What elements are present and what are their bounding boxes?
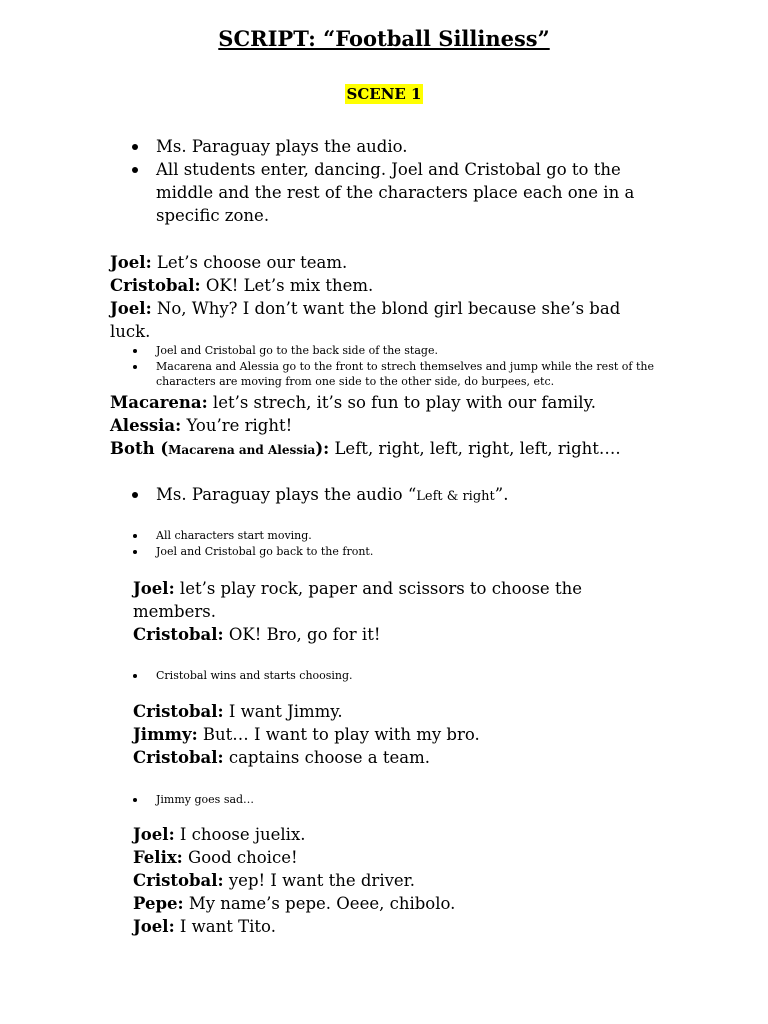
speaker-name: Cristobal: (133, 702, 224, 721)
speaker-name: Cristobal: (133, 625, 224, 644)
speaker-name: Alessia: (110, 416, 182, 435)
direction-item: Jimmy goes sad… (131, 792, 661, 808)
direction-item: Ms. Paraguay plays the audio “Left & right”. (131, 483, 661, 508)
direction-item: Ms. Paraguay plays the audio. (131, 135, 661, 158)
dialogue-line (133, 577, 653, 623)
line-text: yep! I want the driver. (223, 871, 416, 890)
line-text: I want Tito. (174, 917, 276, 936)
scene-label: SCENE 1 (346, 85, 422, 103)
dialogue-line (133, 892, 653, 915)
stage-directions-4 (131, 668, 661, 684)
audio-direction (131, 483, 661, 508)
direction-item: Macarena and Alessia go to the front to strech themselves and jump while the rest of the characters are moving from one side to the other side, do burpees, etc. (131, 359, 661, 390)
line-text: Good choice! (182, 848, 298, 867)
dialogue-block-4 (133, 700, 653, 769)
direction-item: All characters start moving. (131, 528, 661, 544)
line-text: let’s strech, it’s so fun to play with our family. (207, 393, 596, 412)
dialogue-line (133, 869, 653, 892)
speaker-name: Joel: (133, 825, 175, 844)
line-text: OK! Bro, go for it! (223, 625, 381, 644)
stage-directions-5 (131, 792, 661, 808)
dialogue-line (133, 623, 653, 646)
speaker-name: Cristobal: (133, 871, 224, 890)
direction-item: Cristobal wins and starts choosing. (131, 668, 661, 684)
line-text: Left, right, left, right, left, right…. (329, 439, 621, 458)
line-text: I want Jimmy. (223, 702, 343, 721)
speaker-name: Both (Macarena and Alessia): (110, 439, 330, 458)
dialogue-line (133, 915, 653, 938)
dialogue-block-5 (133, 823, 653, 938)
line-text: let’s play rock, paper and scissors to choose the members. (133, 579, 582, 621)
speaker-name: Cristobal: (110, 276, 201, 295)
script-title: SCRIPT: “Football Silliness” (218, 26, 550, 51)
dialogue-line (110, 274, 655, 297)
dialogue-line (110, 391, 670, 414)
stage-directions-3 (131, 528, 661, 559)
line-text: But… I want to play with my bro. (197, 725, 480, 744)
line-text: You’re right! (181, 416, 293, 435)
dialogue-block-1 (110, 251, 655, 343)
speaker-name: Joel: (133, 917, 175, 936)
dialogue-line (110, 437, 670, 462)
line-text: captains choose a team. (223, 748, 430, 767)
direction-item: Joel and Cristobal go back to the front. (131, 544, 661, 560)
speaker-name: Joel: (133, 579, 175, 598)
line-text: My name’s pepe. Oeee, chibolo. (183, 894, 456, 913)
speaker-name: Pepe: (133, 894, 184, 913)
dialogue-line (133, 846, 653, 869)
dialogue-line (110, 297, 655, 343)
dialogue-line (110, 414, 670, 437)
song-name: Left & right (416, 489, 495, 504)
dialogue-block-3 (133, 577, 653, 646)
speaker-name: Cristobal: (133, 748, 224, 767)
dialogue-line (133, 746, 653, 769)
dialogue-block-2 (110, 391, 670, 462)
dialogue-line (133, 823, 653, 846)
line-text: I choose juelix. (174, 825, 306, 844)
dialogue-line (133, 723, 653, 746)
line-text: No, Why? I don’t want the blond girl because she’s bad luck. (110, 299, 621, 341)
scene-heading (0, 84, 768, 104)
speaker-name: Macarena: (110, 393, 208, 412)
speaker-name: Joel: (110, 299, 152, 318)
dialogue-line (133, 700, 653, 723)
line-text: Let’s choose our team. (151, 253, 348, 272)
speaker-name: Joel: (110, 253, 152, 272)
speaker-subnames: Macarena and Alessia (168, 443, 316, 457)
direction-item: Joel and Cristobal go to the back side of the stage. (131, 343, 661, 359)
dialogue-line (110, 251, 655, 274)
stage-directions-2 (131, 343, 661, 390)
speaker-name: Jimmy: (133, 725, 198, 744)
stage-directions-1 (131, 135, 661, 227)
speaker-name: Felix: (133, 848, 183, 867)
direction-item: All students enter, dancing. Joel and Cristobal go to the middle and the rest of the characters place each one in a specific zone. (131, 158, 661, 227)
line-text: OK! Let’s mix them. (200, 276, 374, 295)
